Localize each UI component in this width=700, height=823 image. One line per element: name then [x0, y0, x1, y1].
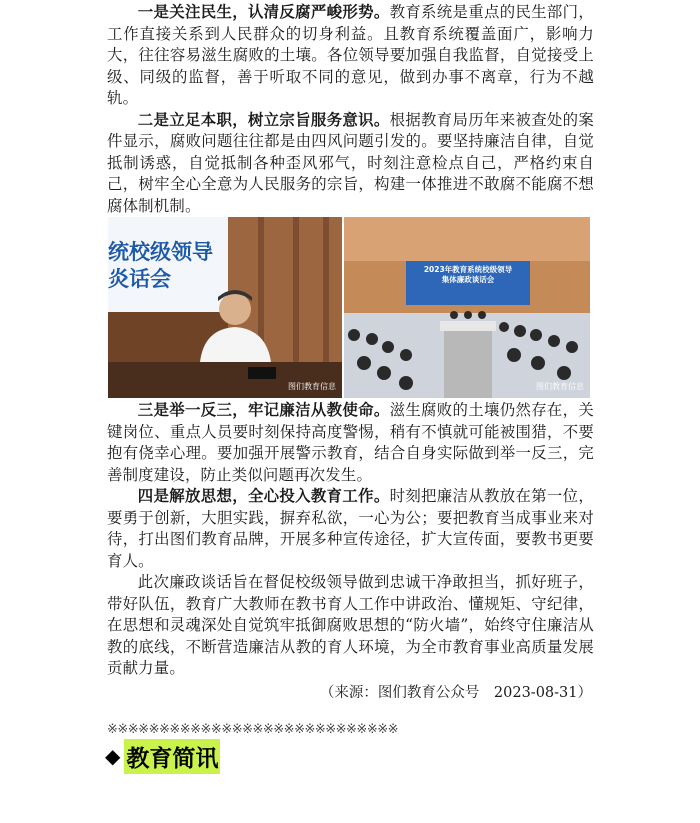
photo-meeting-hall	[344, 217, 590, 398]
source-line: （来源：图们教育公众号 2023-08-31）	[319, 685, 592, 701]
watermark-left: 图们教育信息	[288, 382, 336, 391]
article-body-bottom	[107, 400, 594, 680]
photo-speaker	[108, 217, 342, 398]
paragraph-2: 二是立足本职，树立宗旨服务意识。根据教育局历年来被查处的案件显示，腐败问题往往都是由四风问题引发的。要坚持廉洁自律，自觉抵制诱惑，自觉抵制各种歪风邪气，时刻注意检点自己，严格约束自己，树牢全心全意为人民服务的宗旨，构建一体推进不敢腐不能腐不想腐体制机制。	[107, 110, 594, 215]
paragraph-1: 一是关注民生，认清反腐严峻形势。教育系统是重点的民生部门，工作直接关系到人民群众的切身利益。且教育系统覆盖面广，影响力大，往往容易滋生腐败的土壤。各位领导要加强自我监督，自觉接受上级、同级的监督，善于听取不同的意见，做到办事不离章，行为不越轨。	[107, 3, 594, 107]
paragraph-3: 三是举一反三，牢记廉洁从教使命。滋生腐败的土壤仍然存在，关键岗位、重点人员要时刻保持高度警惕，稍有不慎就可能被围猎，不要抱有侥幸心理。要加强开展警示教育，结合自身实际做到举一反三，完善制度建设，防止类似问题再次发生。	[107, 401, 594, 484]
section-title: 教育简讯	[124, 739, 220, 774]
article-body-top	[107, 2, 594, 217]
photo-strip	[108, 217, 590, 398]
section-heading	[105, 740, 220, 772]
meeting-hall-illustration	[344, 217, 590, 398]
diamond-icon: ◆	[105, 744, 121, 768]
asterism-divider: ※※※※※※※※※※※※※※※※※※※※※※※※※※※※	[107, 722, 398, 737]
paragraph-5: 此次廉政谈话旨在督促校级领导做到忠诚干净敢担当，抓好班子，带好队伍，教育广大教师在教书育人工作中讲政治、懂规矩、守纪律，在思想和灵魂深处自觉筑牢抵御腐败思想的“防火墙”，始终守住廉洁从教的底线，不断营造廉洁从教的育人环境，为全市教育事业高质量发展贡献力量。	[107, 573, 594, 677]
watermark-right: 图们教育信息	[536, 382, 584, 391]
screen-title-text: 2023年教育系统校级领导 集体廉政谈话会	[423, 265, 513, 284]
paragraph-4: 四是解放思想，全心投入教育工作。时刻把廉洁从教放在第一位，要勇于创新，大胆实践，摒弃私欲，一心为公；要把教育当成事业来对待，打出图们教育品牌，开展多种宣传途径，扩大宣传面，要教书更要育人。	[107, 487, 594, 570]
backdrop-banner-text: 统校级领导 炎话会	[108, 240, 213, 291]
